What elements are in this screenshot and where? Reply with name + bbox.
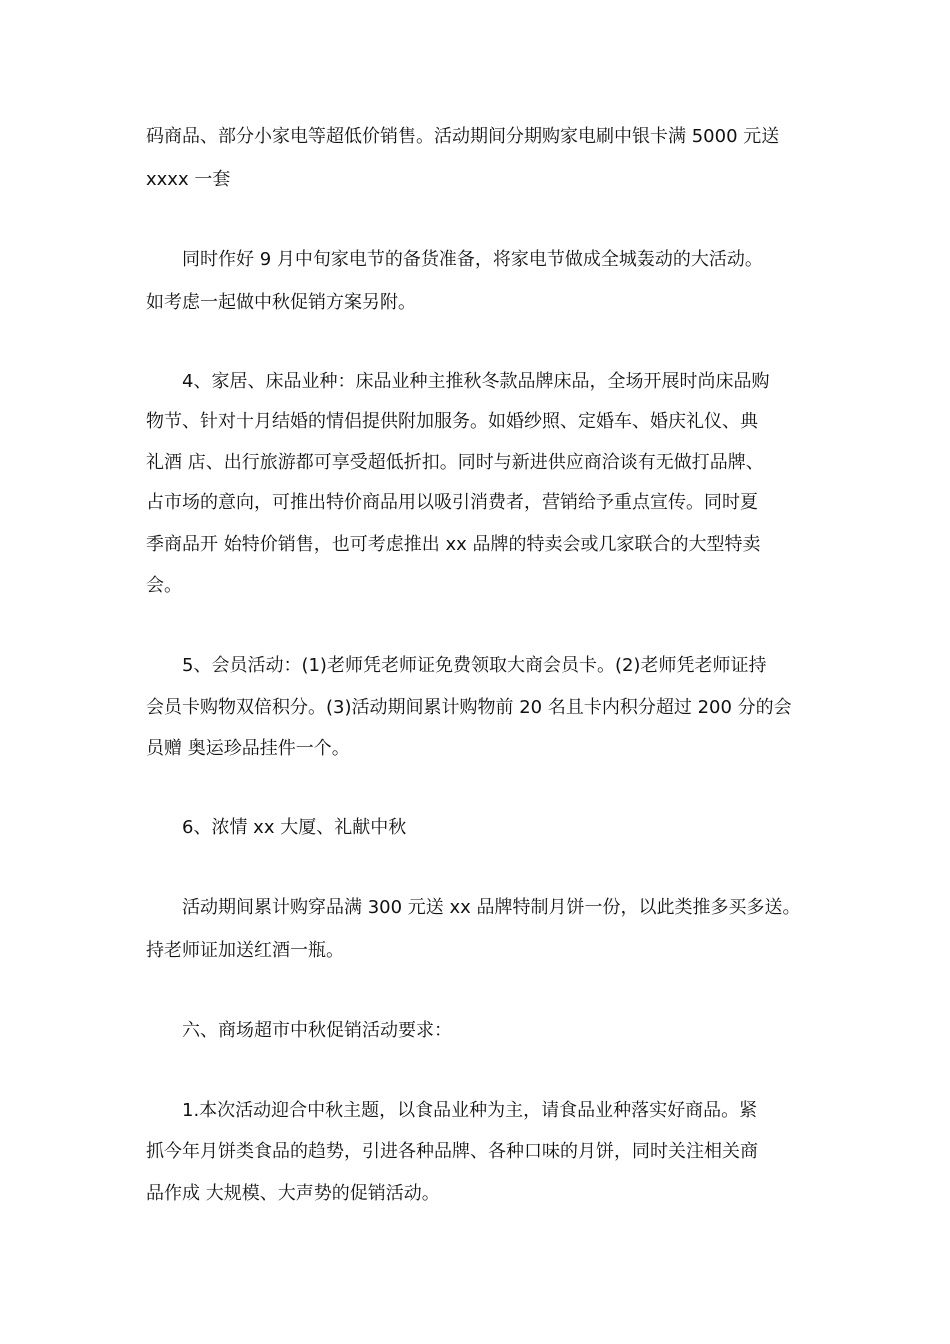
paragraph-line: 品作成 大规模、大声势的促销活动。 [146, 1183, 440, 1204]
paragraph-line: 占市场的意向，可推出特价商品用以吸引消费者，营销给予重点宣传。同时夏 [146, 492, 758, 513]
paragraph-line: xxxx 一套 [146, 169, 231, 190]
paragraph-line: 码商品、部分小家电等超低价销售。活动期间分期购家电刷中银卡满 5000 元送 [146, 126, 780, 147]
paragraph-line: 6、浓情 xx 大厦、礼献中秋 [182, 817, 407, 838]
paragraph-line: 会员卡购物双倍积分。(3)活动期间累计购物前 20 名且卡内积分超过 200 分的会 [146, 697, 792, 718]
paragraph-line: 会。 [146, 575, 182, 596]
paragraph-line: 1.本次活动迎合中秋主题，以食品业种为主，请食品业种落实好商品。紧 [182, 1100, 758, 1121]
paragraph-line: 员赠 奥运珍品挂件一个。 [146, 738, 350, 759]
section-heading: 六、商场超市中秋促销活动要求： [182, 1020, 452, 1041]
paragraph-line: 抓今年月饼类食品的趋势，引进各种品牌、各种口味的月饼，同时关注相关商 [146, 1141, 758, 1162]
paragraph-line: 持老师证加送红酒一瓶。 [146, 940, 344, 961]
paragraph-line: 4、家居、床品业种：床品业种主推秋冬款品牌床品，全场开展时尚床品购 [182, 371, 770, 392]
paragraph-line: 活动期间累计购穿品满 300 元送 xx 品牌特制月饼一份，以此类推多买多送。 [182, 897, 801, 918]
paragraph-line: 物节、针对十月结婚的情侣提供附加服务。如婚纱照、定婚车、婚庆礼仪、典 [146, 411, 758, 432]
paragraph-line: 礼酒 店、出行旅游都可享受超低折扣。同时与新进供应商洽谈有无做打品牌、 [146, 452, 764, 473]
paragraph-line: 如考虑一起做中秋促销方案另附。 [146, 292, 416, 313]
paragraph-line: 季商品开 始特价销售，也可考虑推出 xx 品牌的特卖会或几家联合的大型特卖 [146, 534, 761, 555]
paragraph-line: 5、会员活动：(1)老师凭老师证免费领取大商会员卡。(2)老师凭老师证持 [182, 655, 767, 676]
paragraph-line: 同时作好 9 月中旬家电节的备货准备，将家电节做成全城轰动的大活动。 [182, 249, 763, 270]
